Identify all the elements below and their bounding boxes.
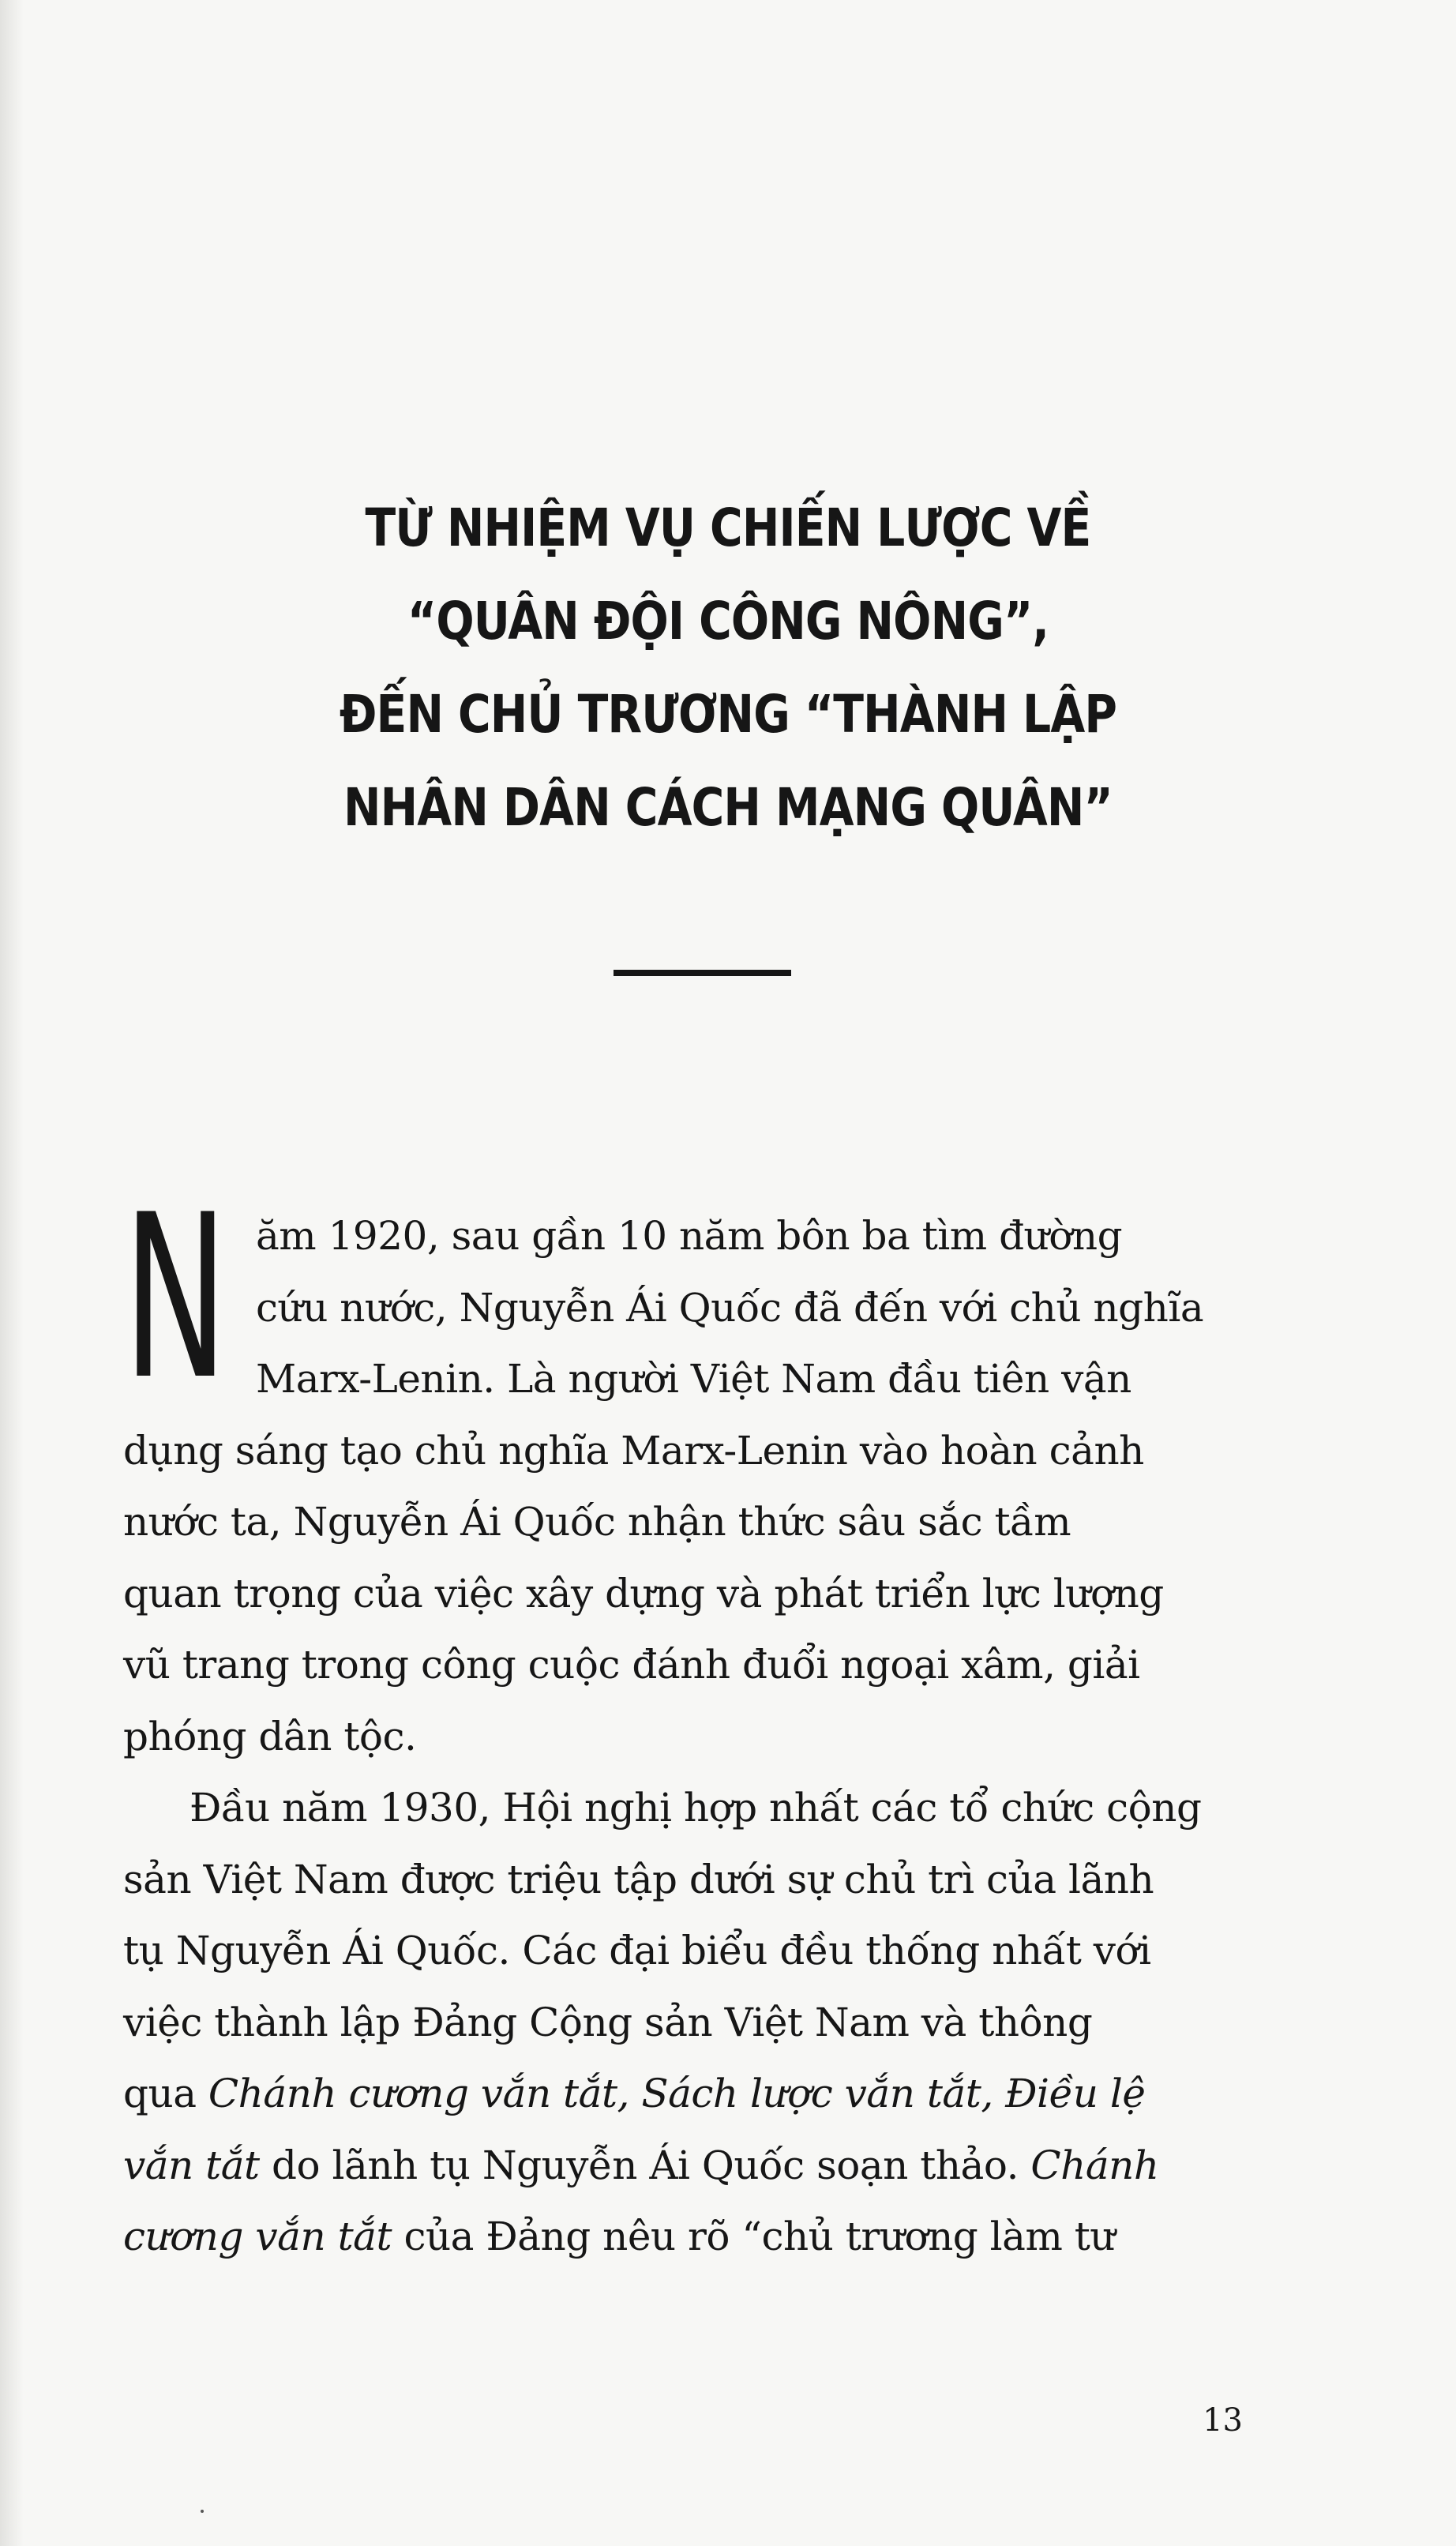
text-line: vũ trang trong công cuộc đánh đuổi ngoại xâm, giải [123, 1642, 1140, 1688]
body-text [123, 1167, 1246, 2273]
page-number: 13 [1203, 2402, 1243, 2439]
text-line [123, 2201, 1246, 2273]
text-line: ăm 1920, sau gần 10 năm bôn ba tìm đường [256, 1213, 1123, 1259]
chapter-title-line: ĐẾN CHỦ TRƯƠNG “THÀNH LẬP [339, 684, 1117, 745]
chapter-title-line: “QUÂN ĐỘI CÔNG NÔNG”, [407, 591, 1049, 652]
text-line: phóng dân tộc. [123, 1713, 417, 1759]
italic-title-run: Chánh [1030, 2142, 1159, 2188]
page-edge-shadow [0, 0, 24, 2546]
text-run: qua [123, 2071, 208, 2116]
paragraph-2 [123, 1772, 1246, 2273]
chapter-title-line: TỪ NHIỆM VỤ CHIẾN LƯỢC VỀ [365, 498, 1091, 558]
text-line: quan trọng của việc xây dựng và phát triển lực lượng [123, 1570, 1164, 1617]
chapter-title-line: NHÂN DÂN CÁCH MẠNG QUÂN” [343, 777, 1113, 838]
title-divider [614, 970, 791, 976]
text-line: Marx-Lenin. Là người Việt Nam đầu tiên vận [256, 1356, 1131, 1402]
text-line [123, 2058, 1246, 2130]
paragraph-1 [123, 1167, 1246, 1772]
chapter-title [204, 482, 1252, 854]
italic-title-run: cương vắn tắt [123, 2214, 392, 2259]
text-line: tụ Nguyễn Ái Quốc. Các đại biểu đều thống nhất với [123, 1928, 1151, 1973]
text-line: dụng sáng tạo chủ nghĩa Marx-Lenin vào hoàn cảnh [123, 1427, 1144, 1474]
italic-title-run: Chánh cương vắn tắt, Sách lược vắn tắt, Điều lệ [208, 2071, 1146, 2116]
text-line: Đầu năm 1930, Hội nghị hợp nhất các tổ chức cộng [190, 1785, 1202, 1831]
text-line [123, 2130, 1246, 2202]
text-run: của Đảng nêu rõ “chủ trương làm tư [392, 2214, 1116, 2259]
paper-speck [201, 2510, 204, 2513]
text-line: việc thành lập Đảng Cộng sản Việt Nam và thông [123, 1999, 1093, 2045]
text-line: cứu nước, Nguyễn Ái Quốc đã đến với chủ nghĩa [256, 1284, 1204, 1331]
text-line: sản Việt Nam được triệu tập dưới sự chủ trì của lãnh [123, 1856, 1154, 1902]
text-run: do lãnh tụ Nguyễn Ái Quốc soạn thảo. [259, 2142, 1031, 2188]
drop-cap: N [123, 1167, 228, 1429]
text-line: nước ta, Nguyễn Ái Quốc nhận thức sâu sắc tầm [123, 1499, 1071, 1545]
italic-title-run: vắn tắt [123, 2142, 260, 2188]
